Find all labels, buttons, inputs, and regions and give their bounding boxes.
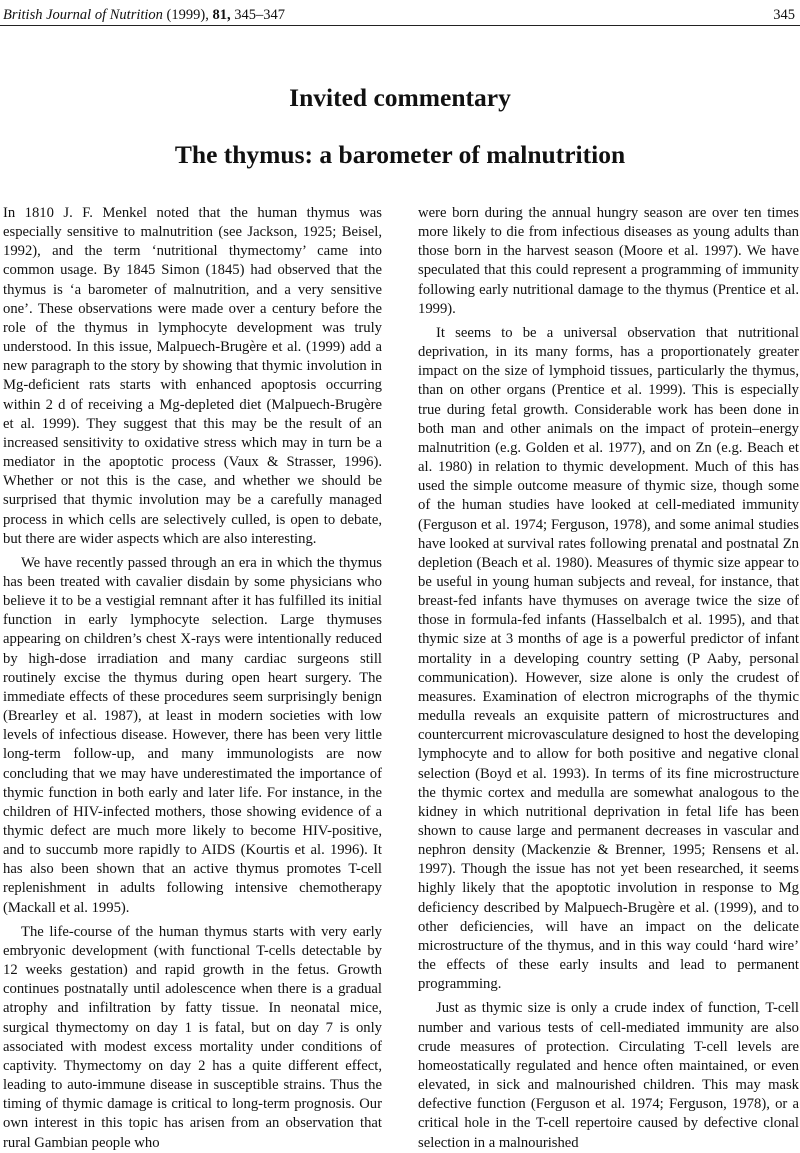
journal-citation: [3, 6, 285, 24]
running-head: [3, 6, 795, 24]
journal-pages: 345–347: [234, 7, 285, 23]
journal-year: (1999),: [166, 7, 209, 23]
paragraph: We have recently passed through an era in which the thymus has been treated with cavalier disdain by some physicians who believe it to be a vestigial remnant after it has fulfilled its initial function in early lymphocyte selection. Large thymuses appearing on children’s chest X-rays were intentionally reduced by high-dose irradiation and many cardiac surgeons still routinely excise the thymus during open heart surgery. The immediate effects of these procedures seem surprisingly benign (Brearley et al. 1987), at least in modern societies with low levels of infectious disease. However, there has been very little long-term follow-up, and many immunologists are now concluding that we may have underestimated the importance of thymic function in both early and later life. For instance, in the children of HIV-infected mothers, those showing evidence of a thymic defect are much more likely to become HIV-positive, and to succumb more rapidly to AIDS (Kourtis et al. 1996). It has also been shown that an active thymus promotes T-cell replenishment in adults following intensive chemotherapy (Mackall et al. 1995).: [3, 554, 382, 916]
paragraph: Just as thymic size is only a crude index of function, T-cell number and various tests of cell-mediated immunity are also crude measures of protection. Circulating T-cell levels are homeostatically regulated and hence often maintained, or even elevated, in sick and malnourished children. This may mask defective function (Ferguson et al. 1974; Ferguson, 1978), or a critical hole in the T-cell repertoire caused by defective clonal selection in a malnourished: [418, 1000, 799, 1151]
paragraph: The life-course of the human thymus starts with very early embryonic development (with functional T-cells detectable by 12 weeks gestation) and rapid growth in the fetus. Growth continues postnatally until adolescence when there is a gradual atrophy and infiltration by fatty tissue. In neonatal mice, surgical thymectomy on day 1 is fatal, but on day 7 is only associated with modest excess mortality under conditions of captivity. Thymectomy on day 2 has a quite different effect, leading to auto-immune disease in susceptible strains. Thus the timing of thymic damage is critical to long-term prognosis. Our own interest in this topic has arisen from an observation that rural Gambian people who: [3, 923, 382, 1151]
header-rule: [0, 25, 800, 26]
paragraph: In 1810 J. F. Menkel noted that the human thymus was especially sensitive to malnutrition (see Jackson, 1925; Beisel, 1992), and the term ‘nutritional thymectomy’ came into common usage. By 1845 Simon (1845) had observed that the thymus is ‘a barometer of malnutrition, and a very sensitive one’. These observations were made over a century before the role of the thymus in lymphocyte development was truly understood. In this issue, Malpuech-Brugère et al. (1999) add a new paragraph to the story by showing that thymic involution in Mg-deficient rats starts with enhanced apoptosis occurring within 2 d of receiving a Mg-depleted diet (Malpuech-Brugère et al. 1999). They suggest that this may be the result of an increased sensitivity to oxidative stress which may in turn be a mediator in the apoptotic process (Vaux & Strasser, 1996). Whether or not this is the case, and whether we should be surprised that thymic involution may be a carefully managed process in which cells are selectively culled, is open to debate, but there are wider aspects which are also interesting.: [3, 205, 382, 547]
page-number: 345: [773, 7, 795, 23]
section-label: Invited commentary: [289, 83, 511, 112]
paragraph: were born during the annual hungry season are over ten times more likely to die from infectious diseases as young adults than those born in the harvest season (Moore et al. 1997). We have speculated that this could represent a programming of immunity following early nutritional damage to the thymus (Prentice et al. 1999).: [418, 205, 799, 317]
journal-name: British Journal of Nutrition: [3, 7, 163, 23]
journal-volume: 81,: [212, 7, 231, 23]
paragraph: It seems to be a universal observation that nutritional deprivation, in its many forms, has a proportionately greater impact on the size of lymphoid tissues, particularly the thymus, than on other organs (Prentice et al. 1999). This is especially true during fetal growth. Considerable work has been done in both man and other animals on the impact of protein–energy malnutrition (e.g. Golden et al. 1977), and on Zn (e.g. Beach et al. 1980) in relation to thymic development. Much of this has used the simple outcome measure of thymic size, though some of the human studies have looked at cell-mediated immunity (Ferguson et al. 1974; Ferguson, 1978), and some animal studies have looked at survival rates following prenatal and postnatal Zn depletion (Beach et al. 1980). Measures of thymic size appear to be useful in young human subjects and reveal, for instance, that breast-fed infants have thymuses on average twice the size of those in formula-fed infants (Hasselbalch et al. 1995), and that thymic size at 3 months of age is a powerful predictor of infant mortality in a developing country setting (P Aaby, personal communication). However, size alone is only the crudest of measures. Examination of electron micrographs of the thymic medulla reveals an exquisite pattern of microstructures and countercurrent microvasculature designed to host the developing lymphocyte and to allow for both positive and negative clonal selection (Boyd et al. 1993). In terms of its fine microstructure the thymic cortex and medulla are somewhat analogous to the kidney in which nutritional deprivation in fetal life has been shown to cause large and permanent decreases in vascular and nephron density (Mackenzie & Brenner, 1995; Rensens et al. 1997). Though the issue has not yet been researched, it seems highly likely that the apoptotic involution in response to Mg deficiency described by Malpuech-Brugère et al. (1999), and to other deficiencies, will have an impact on the delicate microstructure of the thymus, and in this way could ‘hard wire’ the effects of these early insults and lead to permanent programming.: [418, 324, 799, 993]
article-title: The thymus: a barometer of malnutrition: [174, 140, 626, 169]
left-column: [3, 204, 382, 1153]
right-column: [418, 204, 799, 1153]
